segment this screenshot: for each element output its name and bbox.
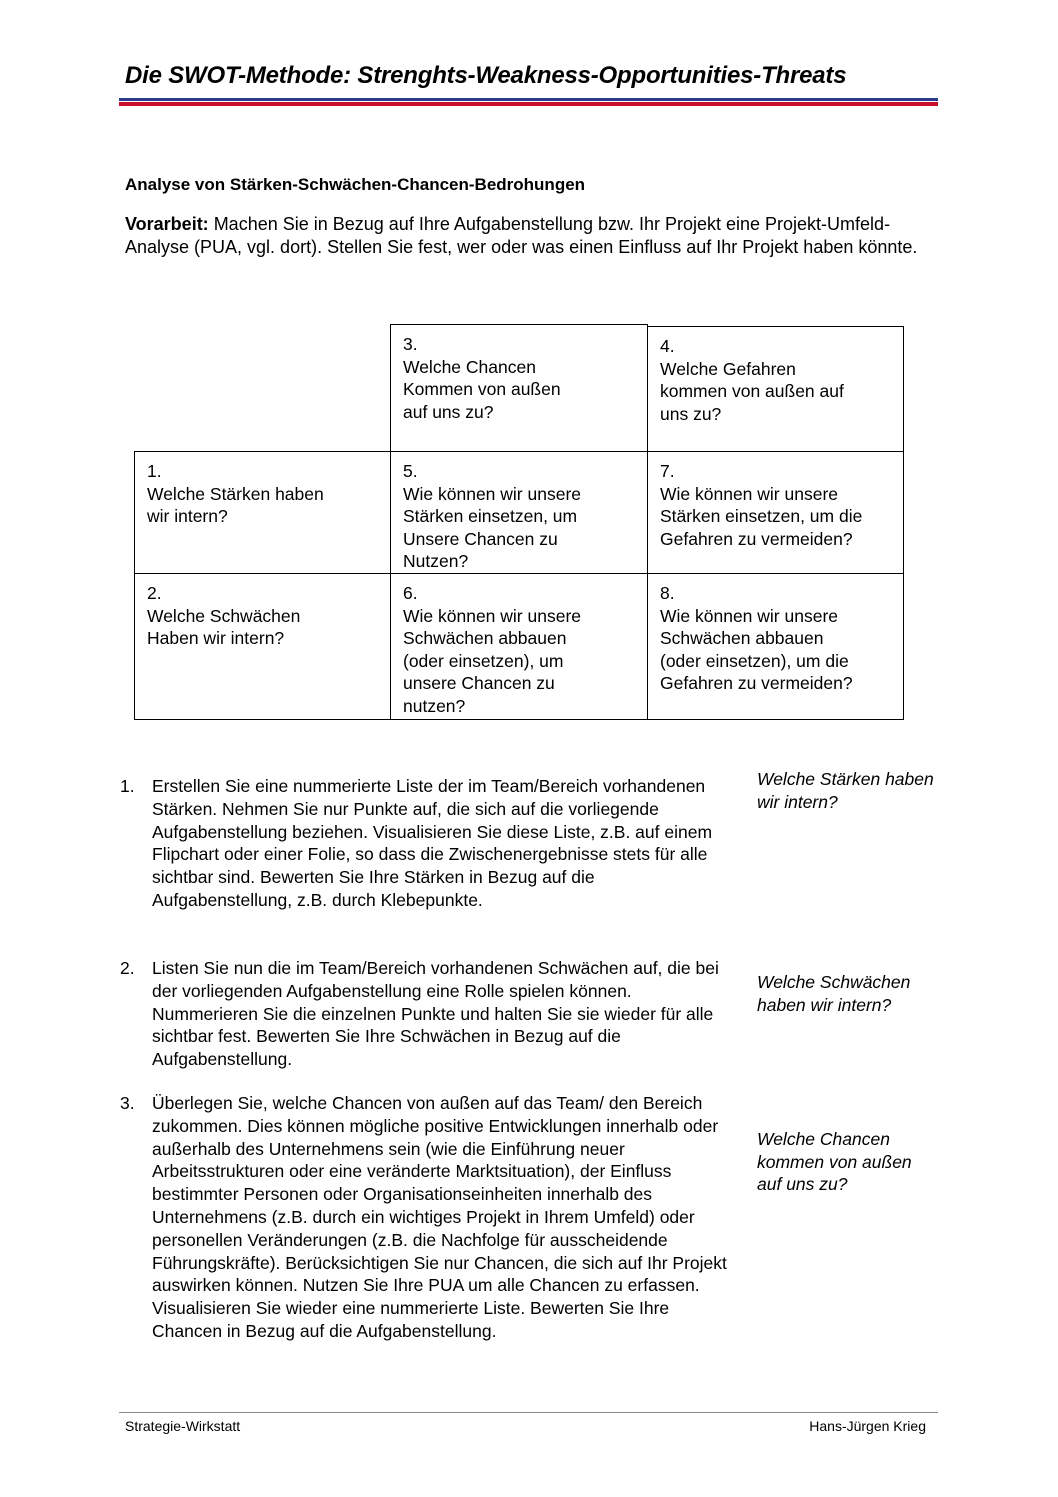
swot-cell-weakness-threat: 8. Wie können wir unsere Schwächen abbauen (oder einsetzen), um die Gefahren zu vermeiden? — [647, 573, 904, 720]
margin-note: Welche Chancen kommen von außen auf uns zu? — [757, 1129, 912, 1194]
swot-cell-weakness-opportunity: 6. Wie können wir unsere Schwächen abbauen (oder einsetzen), um unsere Chancen zu nutzen? — [390, 573, 648, 720]
intro-paragraph — [125, 213, 945, 259]
swot-cell-strength-threat: 7. Wie können wir unsere Stärken einsetzen, um die Gefahren zu vermeiden? — [647, 451, 904, 574]
page-title: Die SWOT-Methode: Strenghts-Weakness-Opportunities-Threats — [125, 62, 847, 89]
header-rule-blue — [119, 98, 938, 101]
footer-rule — [119, 1412, 938, 1413]
swot-cell-strength-opportunity: 5. Wie können wir unsere Stärken einsetzen, um Unsere Chancen zu Nutzen? — [390, 451, 648, 574]
swot-cell-weaknesses: 2. Welche Schwächen Haben wir intern? — [134, 573, 391, 720]
footer-right: Hans-Jürgen Krieg — [809, 1418, 926, 1434]
section-subtitle: Analyse von Stärken-Schwächen-Chancen-Bedrohungen — [125, 175, 586, 194]
intro-text: Machen Sie in Bezug auf Ihre Aufgabenstellung bzw. Ihr Projekt eine Projekt-Umfeld-Analyse (PUA, vgl. dort). Stellen Sie fest, wer oder was einen Einfluss auf Ihr Projekt haben könnte. — [125, 214, 918, 257]
step-text: Überlegen Sie, welche Chancen von außen auf das Team/ den Bereich zukommen. Dies können mögliche positive Entwicklungen innerhalb oder außerhalb des Unternehmens sein (wie die Einführung neuer Arbeitsstrukturen oder eine veränderte Marktsituation), der Einfluss bestimmter Personen oder Organisationseinheiten innerhalb des Unternehmens (z.B. durch ein wichtiges Projekt in Ihrem Umfeld) oder personellen Veränderungen (z.B. die Nachfolge für ausscheidende Führungskräfte). Berücksichtigen Sie nur Chancen, die sich auf Ihr Projekt auswirken können. Nutzen Sie Ihre PUA um alle Chancen zu erfassen. Visualisieren Sie wieder eine nummerierte Liste. Bewerten Sie Ihre Chancen in Bezug auf die Aufgabenstellung. — [152, 1093, 727, 1341]
header-rule-red — [119, 102, 938, 106]
swot-cell-strengths: 1. Welche Stärken haben wir intern? — [134, 451, 391, 574]
intro-label: Vorarbeit: — [125, 214, 209, 234]
footer-left: Strategie-Wirkstatt — [125, 1418, 241, 1434]
step-number: 3. — [120, 1093, 135, 1113]
step-number: 2. — [120, 958, 135, 978]
margin-note: Welche Stärken haben wir intern? — [757, 769, 934, 812]
step-text: Listen Sie nun die im Team/Bereich vorhandenen Schwächen auf, die bei der vorliegenden Aufgabenstellung eine Rolle spielen können. Nummerieren Sie die einzelnen Punkte und halten Sie sie wieder für alle sichtbar fest. Bewerten Sie Ihre Schwächen in Bezug auf die Aufgabenstellung. — [152, 958, 719, 1070]
step-number: 1. — [120, 776, 135, 796]
step-text: Erstellen Sie eine nummerierte Liste der im Team/Bereich vorhandenen Stärken. Nehmen Sie nur Punkte auf, die sich auf die vorliegende Aufgabenstellung beziehen. Visualisieren Sie diese Liste, z.B. auf einem Flipchart oder einer Folie, so dass die Zwischenergebnisse stets für alle sichtbar sind. Bewerten Sie Ihre Stärken in Bezug auf die Aufgabenstellung, z.B. durch Klebepunkte. — [152, 776, 713, 910]
swot-cell-opportunities: 3. Welche Chancen Kommen von außen auf uns zu? — [390, 324, 648, 452]
margin-note: Welche Schwächen haben wir intern? — [757, 972, 911, 1015]
swot-cell-threats: 4. Welche Gefahren kommen von außen auf uns zu? — [647, 326, 904, 452]
